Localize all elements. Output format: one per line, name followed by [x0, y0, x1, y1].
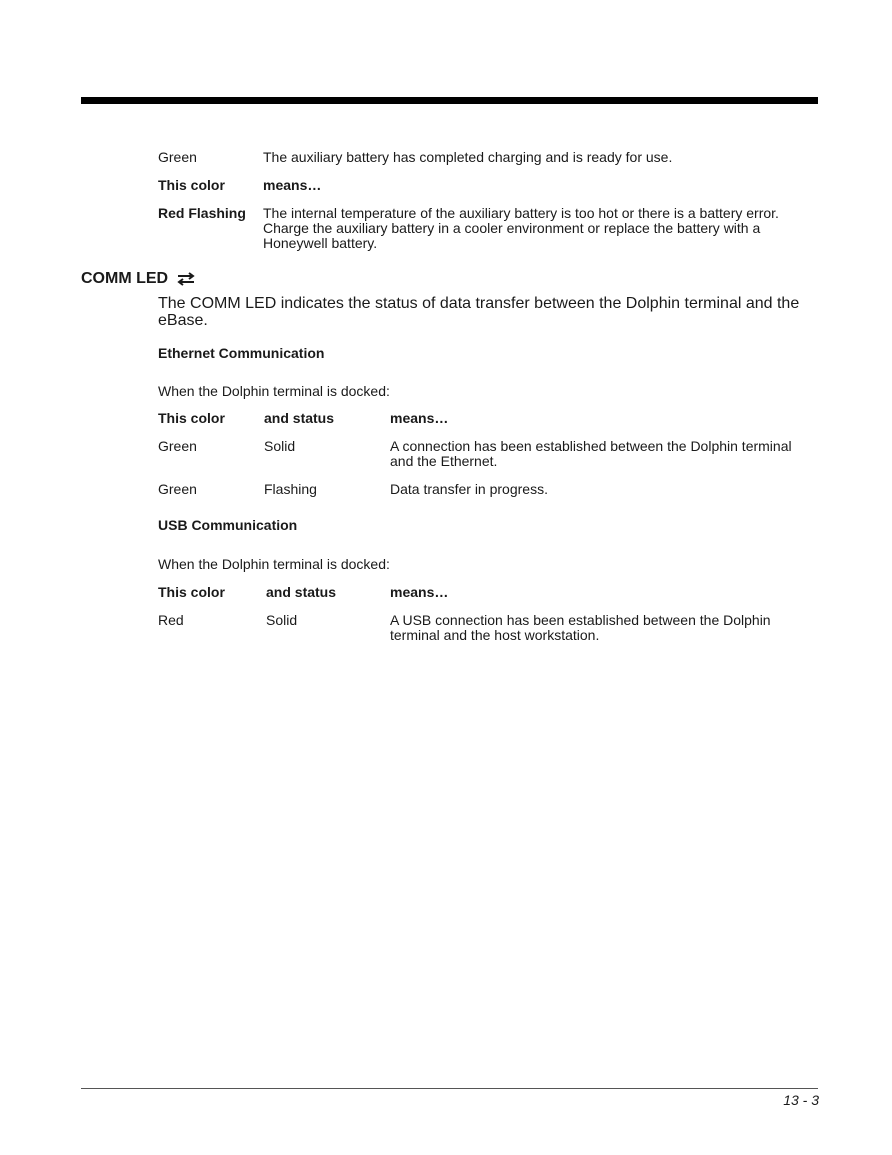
docked-text: When the Dolphin terminal is docked: — [158, 556, 390, 572]
row-color: Red — [158, 612, 184, 628]
table-header-status: and status — [266, 584, 337, 600]
table-header-status: and status — [264, 410, 335, 426]
row-color: Green — [158, 438, 197, 454]
row-meaning: Data transfer in progress. — [390, 481, 548, 497]
header-rule — [81, 97, 818, 104]
row-meaning: A USB connection has been established between the Dolphin terminal and the host workstation. — [390, 612, 771, 643]
table-header-color: This color — [158, 410, 225, 426]
transfer-arrows-icon — [176, 272, 196, 286]
row-status: Solid — [264, 438, 296, 454]
row-status: Solid — [266, 612, 298, 628]
docked-text: When the Dolphin terminal is docked: — [158, 383, 390, 399]
section-title: COMM LED — [81, 270, 169, 287]
footer-rule — [81, 1088, 818, 1089]
battery-row-meaning: The internal temperature of the auxiliary battery is too hot or there is a battery error. Charge the auxiliary battery in a cooler environment or replace the battery with a Honeywell battery. — [263, 205, 779, 251]
battery-row-color: Green — [158, 149, 197, 165]
section-heading — [81, 270, 196, 288]
subsection-heading: Ethernet Communication — [158, 345, 325, 361]
section-intro: The COMM LED indicates the status of data transfer between the Dolphin terminal and the eBase. — [158, 295, 800, 329]
page-number: 13 - 3 — [783, 1092, 819, 1108]
table-header-means: means… — [390, 410, 449, 426]
row-color: Green — [158, 481, 197, 497]
battery-row-meaning: The auxiliary battery has completed charging and is ready for use. — [263, 149, 673, 165]
table-header-means: means… — [390, 584, 449, 600]
battery-header-means: means… — [263, 177, 322, 193]
battery-row-color: Red Flashing — [158, 205, 246, 221]
table-header-color: This color — [158, 584, 225, 600]
row-status: Flashing — [264, 481, 317, 497]
row-meaning: A connection has been established between the Dolphin terminal and the Ethernet. — [390, 438, 792, 469]
battery-header-color: This color — [158, 177, 225, 193]
subsection-heading: USB Communication — [158, 517, 298, 533]
